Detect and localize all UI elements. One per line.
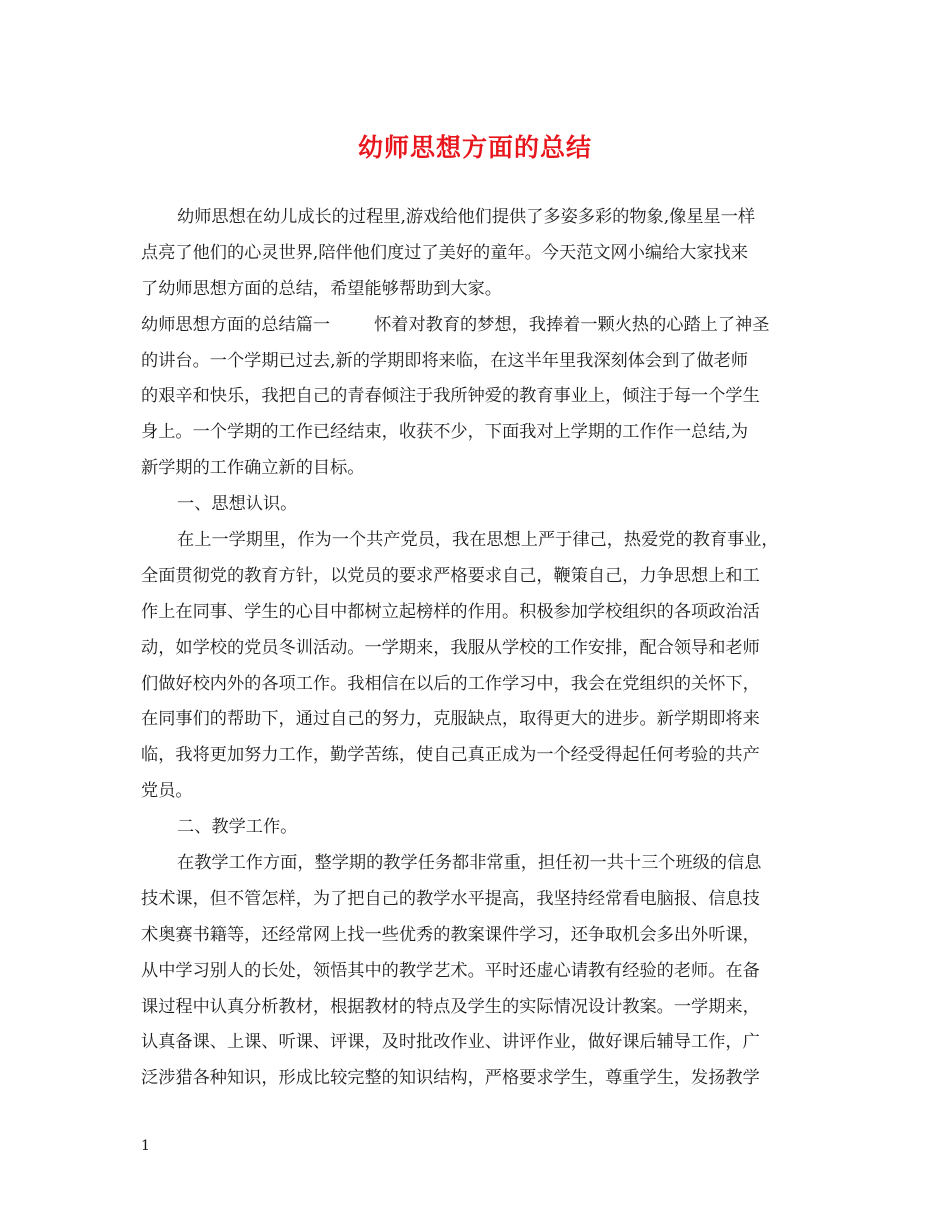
body-line: 在教学工作方面，整学期的教学任务都非常重，担任初一共十三个班级的信息 <box>177 853 762 874</box>
section-heading-1: 一、思想认识。 <box>177 494 298 515</box>
body-line: 泛涉猎各种知识，形成比较完整的知识结构，严格要求学生，尊重学生，发扬教学 <box>141 1068 760 1089</box>
section-heading-2: 二、教学工作。 <box>177 817 298 838</box>
body-line: 们做好校内外的各项工作。我相信在以后的工作学习中，我会在党组织的关怀下， <box>141 673 760 694</box>
body-line: 在同事们的帮助下，通过自己的努力，克服缺点，取得更大的进步。新学期即将来 <box>141 709 760 730</box>
body-line: 作上在同事、学生的心目中都树立起榜样的作用。积极参加学校组织的各项政治活 <box>141 601 760 622</box>
body-line: 新学期的工作确立新的目标。 <box>141 458 365 479</box>
body-line: 认真备课、上课、听课、评课，及时批改作业、讲评作业，做好课后辅导工作，广 <box>141 1032 760 1053</box>
body-line: 课过程中认真分析教材，根据教材的特点及学生的实际情况设计教案。一学期来， <box>141 996 760 1017</box>
section-one-label: 幼师思想方面的总结篇一 <box>141 314 331 335</box>
section-one-first-line <box>141 308 813 344</box>
section-one-first-text: 怀着对教育的梦想，我捧着一颗火热的心踏上了神圣 <box>374 314 770 335</box>
body-line: 从中学习别人的长处，领悟其中的教学艺术。平时还虚心请教有经验的老师。在备 <box>141 960 760 981</box>
body-line: 身上。一个学期的工作已经结束，收获不少，下面我对上学期的工作作一总结,为 <box>141 422 749 443</box>
body-line: 技术课，但不管怎样，为了把自己的教学水平提高，我坚持经常看电脑报、信息技 <box>141 888 760 909</box>
document-title: 幼师思想方面的总结 <box>357 133 592 162</box>
body-line: 幼师思想在幼儿成长的过程里,游戏给他们提供了多姿多彩的物象,像星星一样 <box>177 207 756 227</box>
body-line: 党员。 <box>141 781 193 802</box>
body-line: 全面贯彻党的教育方针，以党员的要求严格要求自己，鞭策自己，力争思想上和工 <box>141 565 760 586</box>
body-line: 临，我将更加努力工作，勤学苦练，使自己真正成为一个经受得起任何考验的共产 <box>141 745 760 766</box>
body-line: 在上一学期里，作为一个共产党员，我在思想上严于律己，热爱党的教育事业， <box>177 530 779 551</box>
body-line: 的艰辛和快乐，我把自己的青春倾注于我所钟爱的教育事业上，倾注于每一个学生 <box>141 386 760 407</box>
document-body <box>141 200 813 1097</box>
body-line: 了幼师思想方面的总结，希望能够帮助到大家。 <box>141 278 502 299</box>
body-line: 点亮了他们的心灵世界,陪伴他们度过了美好的童年。今天范文网小编给大家找来 <box>141 242 749 263</box>
body-line: 术奥赛书籍等，还经常网上找一些优秀的教案课件学习，还争取机会多出外听课， <box>141 924 760 945</box>
page-number: 1 <box>141 1138 150 1154</box>
body-line: 动，如学校的党员冬训活动。一学期来，我服从学校的工作安排，配合领导和老师 <box>141 637 760 658</box>
body-line: 的讲台。一个学期已过去,新的学期即将来临，在这半年里我深刻体会到了做老师 <box>141 350 749 371</box>
